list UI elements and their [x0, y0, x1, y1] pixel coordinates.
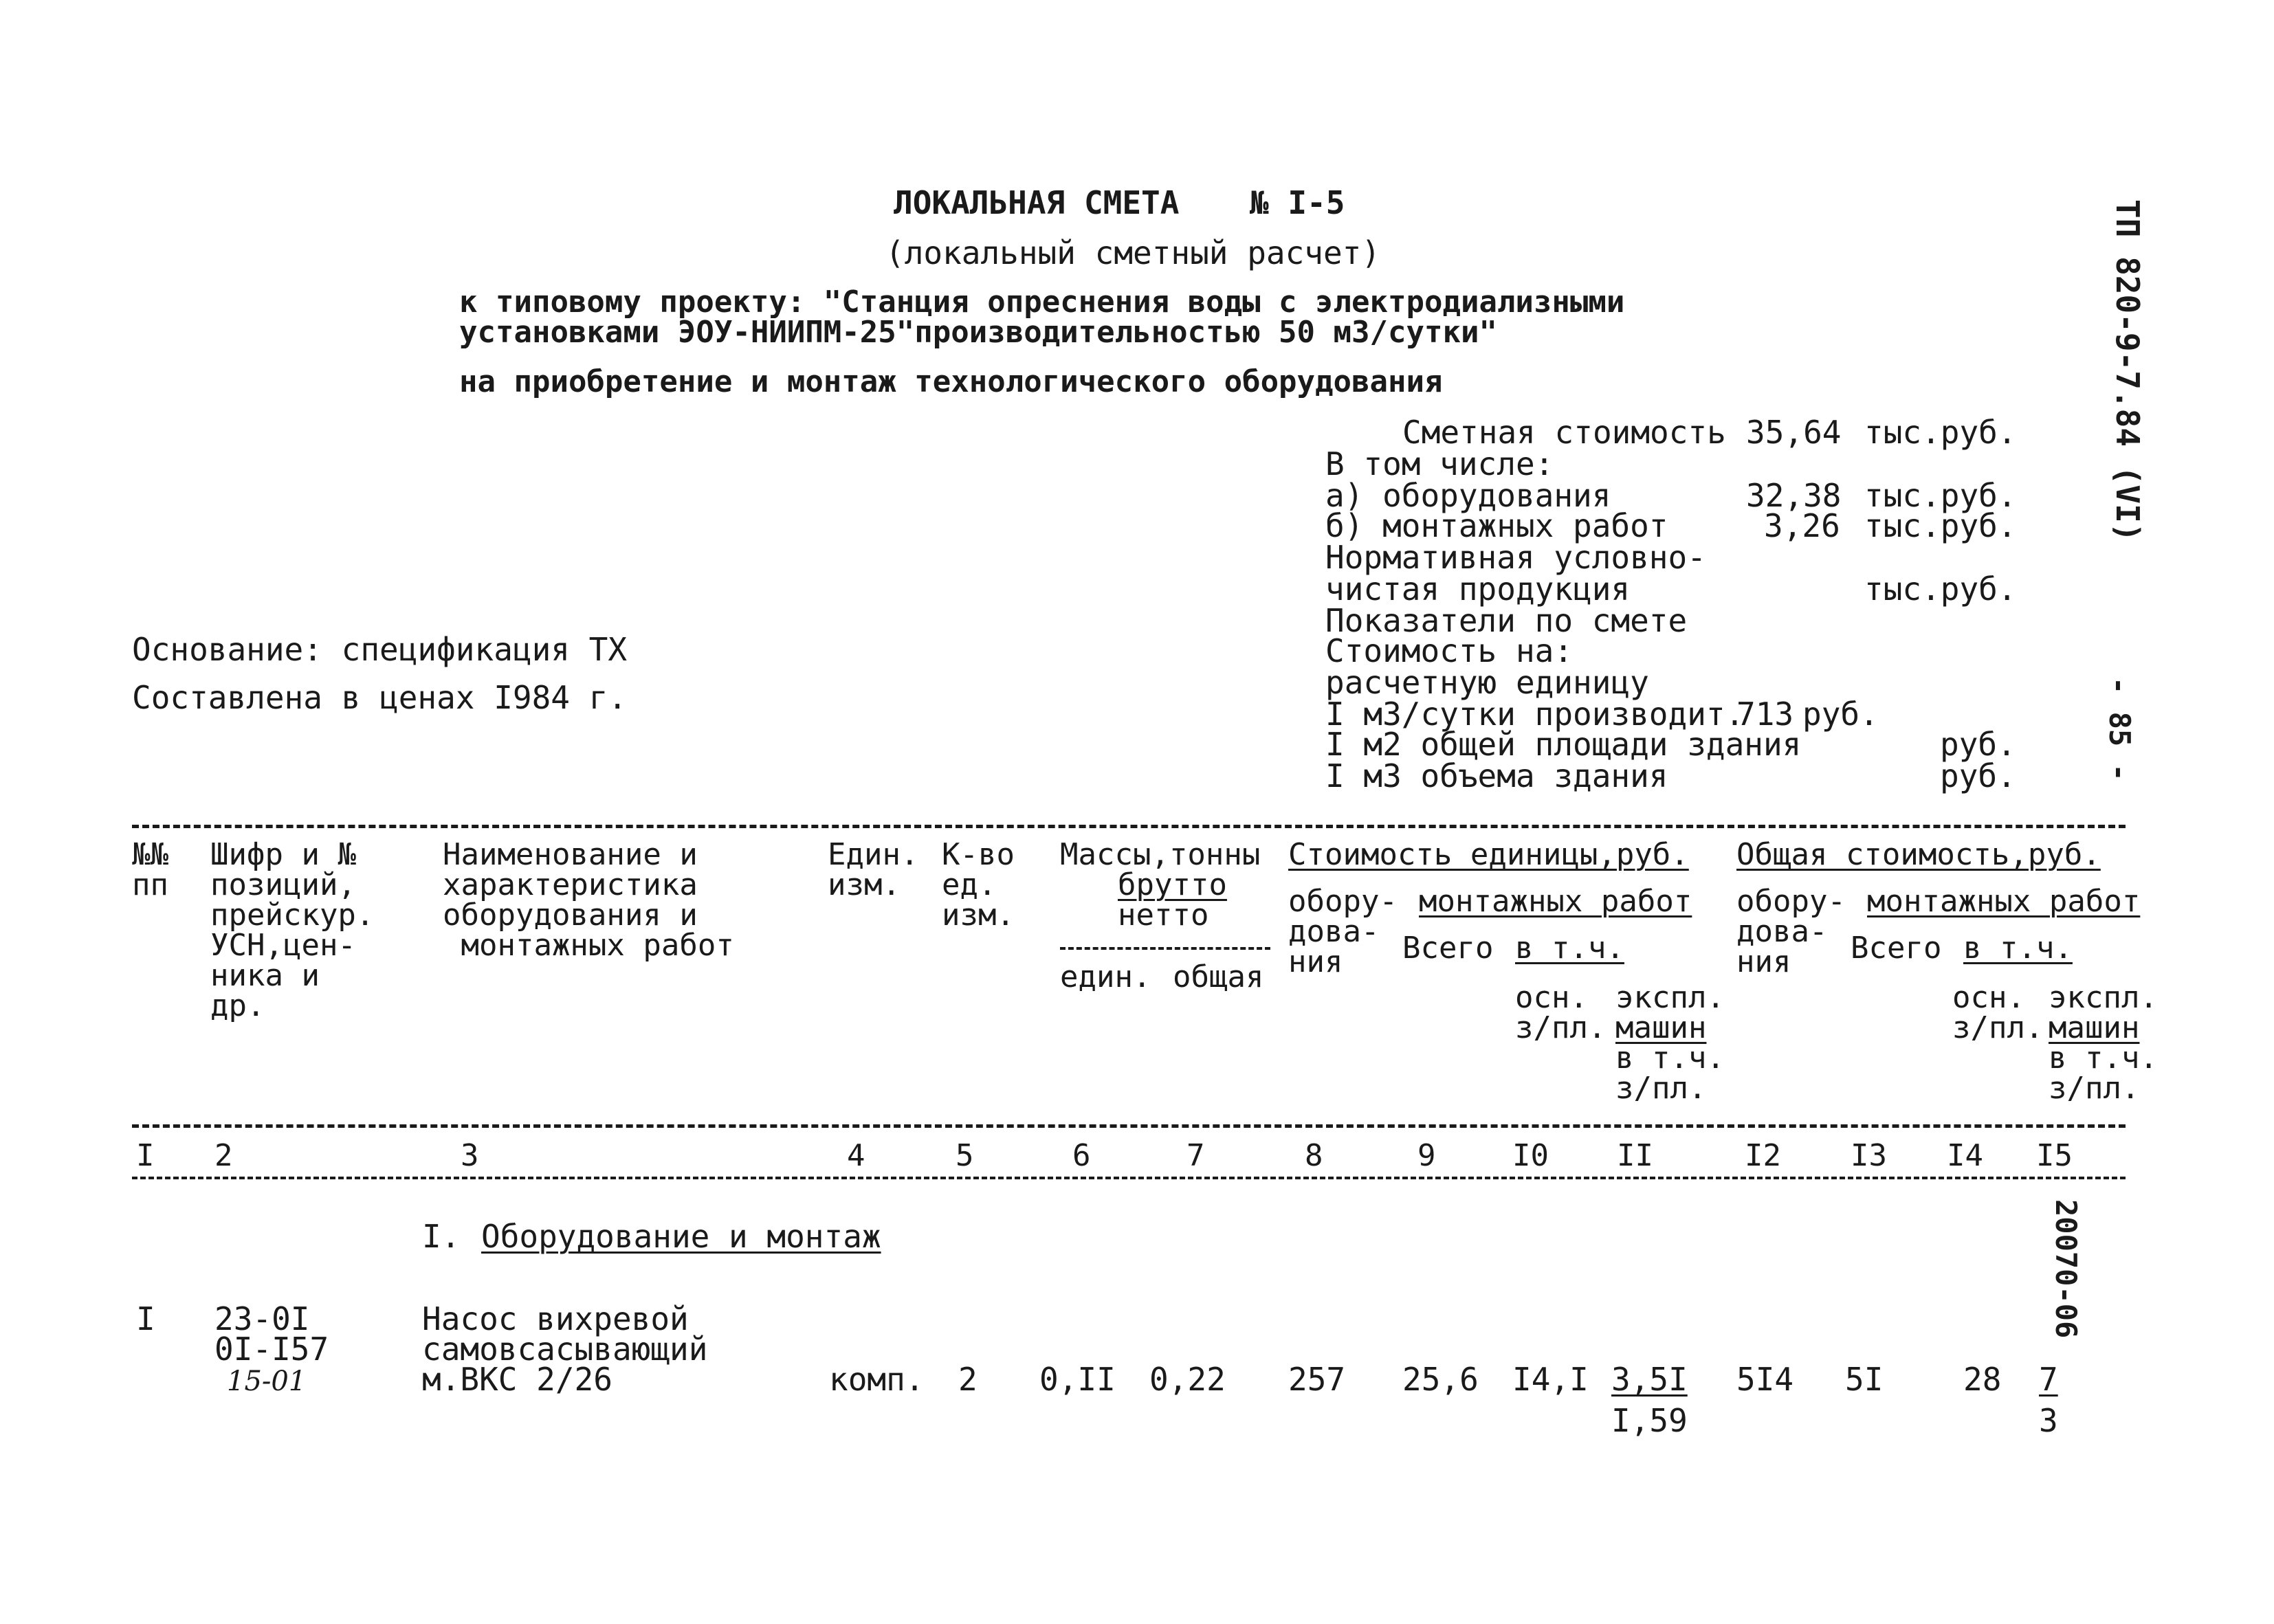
colnum-3: 3	[461, 1138, 479, 1173]
row-unit-install-total: 25,6	[1402, 1361, 1479, 1398]
header-bottom-rule	[132, 1124, 2126, 1128]
row-unit-equip: 257	[1288, 1361, 1346, 1398]
basis-text: Основание: спецификация ТХ	[132, 631, 628, 668]
row-total-install-total: 5I	[1845, 1361, 1884, 1398]
unit-vsego: Всего	[1402, 931, 1494, 966]
table-top-rule	[132, 825, 2126, 828]
row-unit: комп.	[829, 1361, 925, 1398]
col2-header-1: Шифр и №	[210, 837, 356, 872]
row-unit-machines: 3,5I	[1611, 1361, 1688, 1398]
colnum-13: I3	[1851, 1138, 1887, 1173]
colnum-1: I	[136, 1138, 155, 1173]
col2-header-5: ника и	[210, 958, 320, 993]
total-osn: осн.	[1952, 980, 2025, 1015]
row-mass-unit: 0,II	[1039, 1361, 1116, 1398]
col2-header-2: позиций,	[210, 867, 356, 902]
project-stamp: ТП 820-9-7.84 (VI)	[2109, 199, 2146, 542]
row-unit-wages: I4,I	[1512, 1361, 1589, 1398]
inventory-stamp: 20070-06	[2049, 1199, 2083, 1339]
colnum-14: I4	[1947, 1138, 1983, 1173]
col3-header-1: Наименование и	[443, 837, 698, 872]
cost-on-label: Стоимость на:	[1325, 632, 1574, 669]
total-vsego: Всего	[1851, 931, 1942, 966]
total-equip-1: обору-	[1736, 884, 1846, 919]
unit-calc-label: расчетную единицу	[1325, 664, 1649, 701]
section-number: I.	[422, 1218, 461, 1255]
installation-unit: тыс.руб.	[1864, 507, 2017, 544]
total-install-header: монтажных работ	[1867, 884, 2141, 919]
total-vtch2: в т.ч.	[2049, 1041, 2158, 1076]
row-code-2: 0I-I57	[214, 1331, 329, 1368]
section-title: Оборудование и монтаж	[481, 1218, 881, 1255]
row-mass-total: 0,22	[1149, 1361, 1226, 1398]
unit-ekspl: экспл.	[1615, 980, 1725, 1015]
row-code-1: 23-0I	[214, 1300, 310, 1337]
mass-total-header: общая	[1173, 959, 1264, 994]
row-total-machines-wages: 3	[2039, 1402, 2058, 1439]
normative-unit: тыс.руб.	[1864, 570, 2017, 608]
row-unit-machines-wages: I,59	[1611, 1402, 1688, 1439]
mass-brutto: брутто	[1118, 867, 1227, 902]
colnum-15: I5	[2036, 1138, 2073, 1173]
total-unit: тыс.руб.	[1864, 414, 2017, 451]
colnum-4: 4	[847, 1138, 865, 1173]
colnum-12: I2	[1745, 1138, 1781, 1173]
unit-mashin: машин	[1615, 1010, 1707, 1045]
row-name-2: самовсасывающий	[422, 1331, 708, 1368]
per-m2-unit: руб.	[1940, 726, 2016, 763]
row-total-equip: 5I4	[1736, 1361, 1794, 1398]
per-m3-day-label: I м3/сутки производит.	[1325, 696, 1745, 733]
row-num: I	[136, 1300, 155, 1337]
colnum-6: 6	[1072, 1138, 1091, 1173]
doc-subtitle: (локальный сметный расчет)	[885, 234, 1381, 271]
mass-unit-header: един.	[1060, 959, 1151, 994]
doc-title: ЛОКАЛЬНАЯ СМЕТА	[894, 184, 1180, 221]
indicators-label: Показатели по смете	[1325, 602, 1688, 639]
col2-header-3: прейскур.	[210, 898, 375, 933]
total-value: 35,64	[1746, 414, 1842, 451]
doc-number: № I-5	[1250, 184, 1345, 221]
unit-osn: осн.	[1515, 980, 1588, 1015]
col2-header-6: др.	[210, 988, 265, 1023]
total-equip-2: дова-	[1736, 914, 1828, 949]
col2-header-4: УСН,цен-	[210, 928, 356, 963]
total-zpl: з/пл.	[1952, 1010, 2044, 1045]
row-qty: 2	[958, 1361, 978, 1398]
purpose-line: на приобретение и монтаж технологического оборудования	[459, 364, 1443, 399]
unit-equip-2: дова-	[1288, 914, 1380, 949]
mass-header: Массы,тонны	[1060, 837, 1261, 872]
colnum-7: 7	[1186, 1138, 1205, 1173]
row-total-machines: 7	[2039, 1361, 2058, 1398]
col4-header-1: Един.	[828, 837, 919, 872]
unit-cost-header: Стоимость единицы,руб.	[1288, 837, 1689, 872]
col1-header-2: пп	[132, 867, 168, 902]
including-label: В том числе:	[1325, 445, 1554, 482]
colnum-5: 5	[956, 1138, 974, 1173]
total-mashin: машин	[2049, 1010, 2140, 1045]
page-number: - 85 -	[2103, 677, 2137, 781]
colnum-2: 2	[214, 1138, 233, 1173]
colnum-10: I0	[1512, 1138, 1549, 1173]
per-m3-day-unit: руб.	[1802, 696, 1879, 733]
colnum-rule	[132, 1177, 2126, 1179]
col3-header-2: характеристика	[443, 867, 698, 902]
unit-install-header: монтажных работ	[1419, 884, 1692, 919]
normative-label-1: Нормативная условно-	[1325, 539, 1706, 576]
total-vtch: в т.ч.	[1963, 931, 2073, 966]
col3-header-3: оборудования и	[443, 898, 698, 933]
colnum-8: 8	[1305, 1138, 1323, 1173]
total-ekspl: экспл.	[2049, 980, 2158, 1015]
total-zpl2: з/пл.	[2049, 1071, 2140, 1106]
equipment-label: а) оборудования	[1325, 477, 1611, 514]
unit-vtch: в т.ч.	[1515, 931, 1624, 966]
installation-value: 3,26	[1764, 507, 1840, 544]
unit-equip-1: обору-	[1288, 884, 1398, 919]
prices-text: Составлена в ценах I984 г.	[132, 679, 628, 716]
total-equip-3: ния	[1736, 944, 1791, 979]
col1-header-1: №№	[132, 837, 168, 872]
unit-zpl2: з/пл.	[1615, 1071, 1707, 1106]
installation-label: б) монтажных работ	[1325, 507, 1668, 544]
per-m3-label: I м3 объема здания	[1325, 757, 1668, 794]
normative-label-2: чистая продукция	[1325, 570, 1631, 608]
row-total-wages: 28	[1963, 1361, 2002, 1398]
row-code-handwritten: 15-01	[227, 1366, 307, 1397]
colnum-11: II	[1617, 1138, 1653, 1173]
col5-header-2: ед.	[942, 867, 997, 902]
mass-sub-rule	[1060, 947, 1270, 950]
col3-header-4: монтажных работ	[443, 928, 734, 963]
mass-netto: нетто	[1118, 898, 1209, 933]
col5-header-1: К-во	[942, 837, 1015, 872]
total-cost-header: Общая стоимость,руб.	[1736, 837, 2101, 872]
unit-zpl: з/пл.	[1515, 1010, 1607, 1045]
project-line-2: установками ЭОУ-НИИПМ-25"производительностью 50 м3/сутки"	[459, 315, 1497, 350]
unit-equip-3: ния	[1288, 944, 1343, 979]
col5-header-3: изм.	[942, 898, 1015, 933]
unit-vtch2: в т.ч.	[1615, 1041, 1725, 1076]
equipment-unit: тыс.руб.	[1864, 477, 2017, 514]
equipment-value: 32,38	[1746, 477, 1842, 514]
row-name-1: Насос вихревой	[422, 1300, 689, 1337]
per-m2-label: I м2 общей площади здания	[1325, 726, 1802, 763]
colnum-9: 9	[1417, 1138, 1436, 1173]
per-m3-unit: руб.	[1940, 757, 2016, 794]
total-label: Сметная стоимость	[1402, 414, 1726, 451]
row-name-3: м.ВКС 2/26	[422, 1361, 612, 1398]
col4-header-2: изм.	[828, 867, 901, 902]
per-m3-day-value: 713	[1736, 696, 1794, 733]
project-line-1: к типовому проекту: "Станция опреснения воды с электродиализными	[459, 285, 1625, 320]
